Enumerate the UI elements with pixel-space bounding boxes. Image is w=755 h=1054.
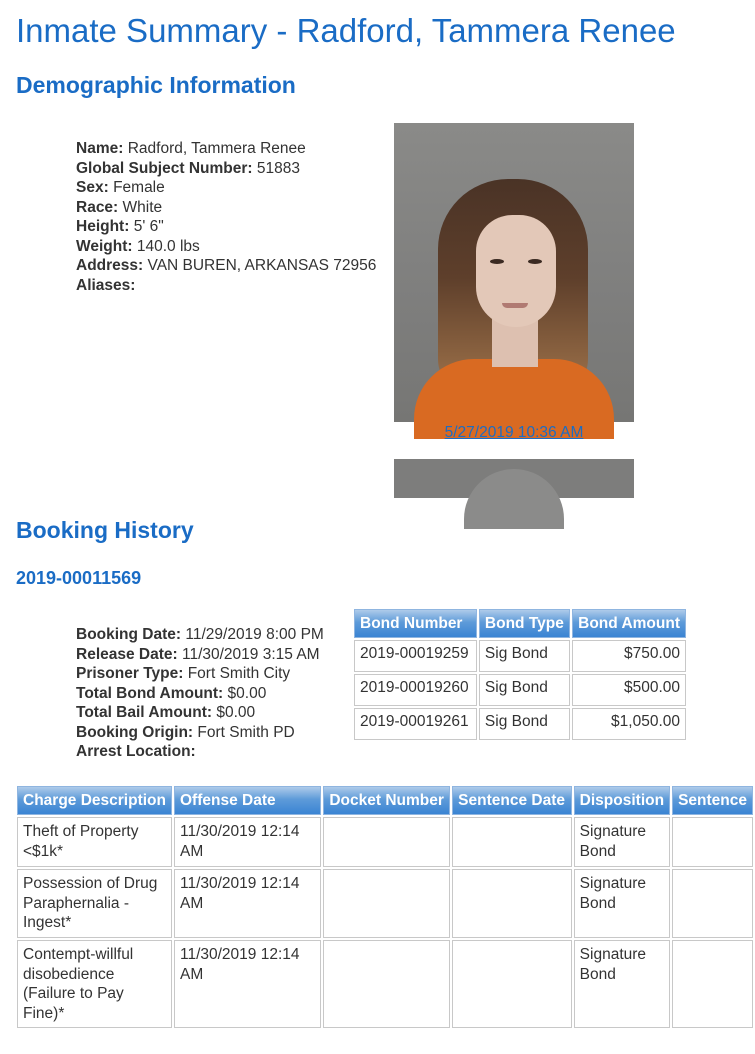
bond-table — [352, 607, 688, 742]
bond-type-cell: Sig Bond — [479, 708, 570, 740]
info-aliases: Aliases: — [76, 276, 136, 294]
photo-date-link[interactable]: 5/27/2019 10:36 AM — [444, 424, 584, 441]
sentence-date-cell — [452, 817, 572, 867]
docket-number-cell — [323, 940, 450, 1028]
offense-date-cell: 11/30/2019 12:14 AM — [174, 817, 321, 867]
table-row — [354, 708, 686, 740]
mugshot-photo[interactable] — [394, 123, 634, 422]
sentence-cell — [672, 869, 753, 938]
charge-description-cell: Contempt-willful disobedience (Failure to Pay Fine)* — [17, 940, 172, 1028]
info-height: Height: 5' 6" — [76, 218, 164, 235]
charge-table — [15, 784, 755, 1030]
table-row — [17, 817, 753, 867]
disposition-cell: Signature Bond — [574, 869, 670, 938]
bond-amount-header: Bond Amount — [572, 609, 686, 638]
info-sex: Sex: Female — [76, 179, 165, 196]
info-weight: Weight: 140.0 lbs — [76, 237, 200, 255]
booking-number: 2019-00011569 — [16, 568, 142, 588]
docket-number-cell — [323, 869, 450, 938]
info-prisoner-type: Prisoner Type: Fort Smith City — [76, 665, 291, 682]
bond-amount-cell: $500.00 — [572, 674, 686, 706]
page-title: Inmate Summary - Radford, Tammera Renee — [16, 12, 676, 49]
offense-date-header: Offense Date — [174, 786, 321, 815]
booking-history-heading: Booking History — [16, 517, 194, 543]
demographic-info-list — [76, 139, 376, 295]
booking-info-list — [76, 625, 324, 762]
bond-type-header: Bond Type — [479, 609, 570, 638]
docket-number-header: Docket Number — [323, 786, 450, 815]
sentence-header: Sentence — [672, 786, 753, 815]
additional-photo-thumbnail[interactable] — [394, 459, 634, 498]
bond-number-cell: 2019-00019261 — [354, 708, 477, 740]
offense-date-cell: 11/30/2019 12:14 AM — [174, 869, 321, 938]
info-release-date: Release Date: 11/30/2019 3:15 AM — [76, 645, 320, 663]
disposition-header: Disposition — [574, 786, 670, 815]
sentence-date-cell — [452, 940, 572, 1028]
charge-description-header: Charge Description — [17, 786, 172, 815]
info-address: Address: VAN BUREN, ARKANSAS 72956 — [76, 257, 377, 274]
info-arrest-location: Arrest Location: — [76, 743, 196, 760]
charge-description-cell: Possession of Drug Paraphernalia - Ingest* — [17, 869, 172, 938]
bond-number-cell: 2019-00019260 — [354, 674, 477, 706]
info-global-subject-number: Global Subject Number: 51883 — [76, 159, 300, 177]
bond-number-cell: 2019-00019259 — [354, 640, 477, 672]
demographic-heading: Demographic Information — [16, 72, 296, 98]
table-row — [17, 940, 753, 1028]
info-race: Race: White — [76, 198, 163, 216]
bond-number-header: Bond Number — [354, 609, 477, 638]
sentence-date-cell — [452, 869, 572, 938]
table-row — [354, 674, 686, 706]
info-total-bond-amount: Total Bond Amount: $0.00 — [76, 684, 267, 702]
info-name: Name: Radford, Tammera Renee — [76, 140, 306, 157]
offense-date-cell: 11/30/2019 12:14 AM — [174, 940, 321, 1028]
bond-amount-cell: $1,050.00 — [572, 708, 686, 740]
charge-description-cell: Theft of Property <$1k* — [17, 817, 172, 867]
sentence-cell — [672, 940, 753, 1028]
bond-amount-cell: $750.00 — [572, 640, 686, 672]
disposition-cell: Signature Bond — [574, 817, 670, 867]
table-row — [17, 869, 753, 938]
docket-number-cell — [323, 817, 450, 867]
info-booking-origin: Booking Origin: Fort Smith PD — [76, 723, 295, 741]
bond-type-cell: Sig Bond — [479, 674, 570, 706]
sentence-cell — [672, 817, 753, 867]
disposition-cell: Signature Bond — [574, 940, 670, 1028]
bond-type-cell: Sig Bond — [479, 640, 570, 672]
info-total-bail-amount: Total Bail Amount: $0.00 — [76, 704, 256, 721]
info-booking-date: Booking Date: 11/29/2019 8:00 PM — [76, 626, 324, 643]
sentence-date-header: Sentence Date — [452, 786, 572, 815]
table-row — [354, 640, 686, 672]
